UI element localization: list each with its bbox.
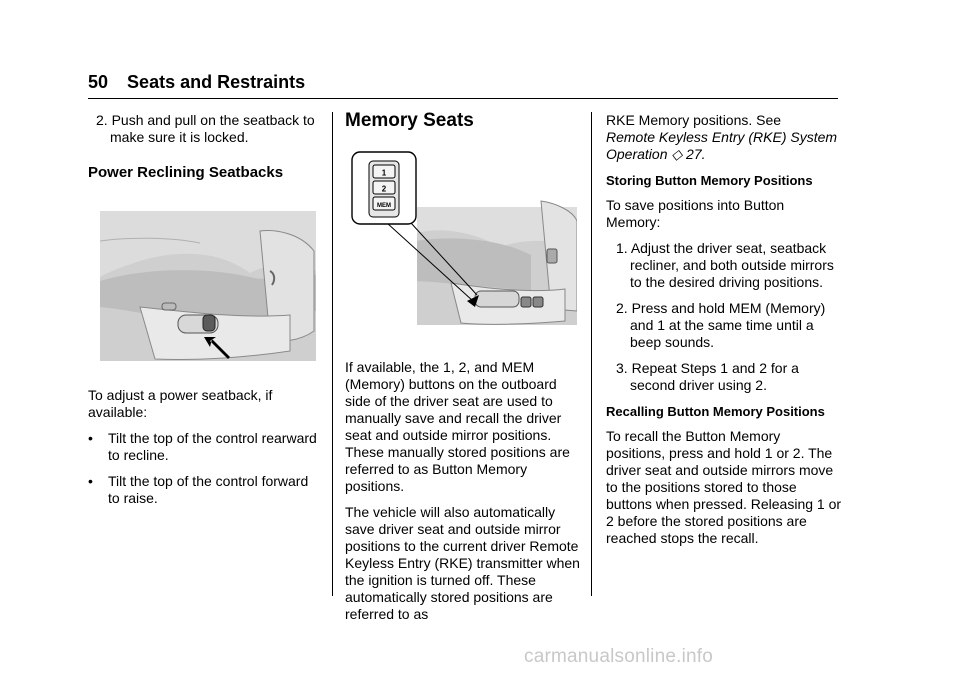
watermark: carmanualsonline.info (524, 646, 714, 667)
seat-control-drawing (100, 211, 316, 361)
page-header (88, 72, 305, 93)
page-ref[interactable]: ◇ 27. (671, 146, 706, 162)
step-number: 1. (616, 240, 628, 256)
recalling-para: To recall the Button Memory positions, press and hold 1 or 2. The driver seat and outside mirrors move to the positions stored to those buttons when pressed. Releasing 1 or 2 before the stored positions are reached stops the recall. (606, 428, 842, 546)
bullet-raise (88, 473, 320, 507)
power-reclining-heading: Power Reclining Seatbacks (88, 164, 284, 181)
column-divider-1 (332, 112, 333, 596)
rke-reference-para (606, 112, 842, 163)
memory-para-1: If available, the 1, 2, and MEM (Memory) buttons on the outboard side of the driver seat are used to manually save and recall the driver seat and outside mirror positions. These manually stored positions are referred to as Button Memory positions. (345, 359, 570, 494)
storing-intro: To save positions into Button Memory: (606, 197, 785, 230)
power-seatback-intro: To adjust a power seatback, if available: (88, 387, 273, 420)
memory-para-2: The vehicle will also automatically save driver seat and outside mirror positions to the current driver Remote Keyless Entry (RKE) transmitter when the ignition is turned off. These automatically stored positions are referred to as (345, 504, 580, 622)
memory-button-2: 2 (381, 184, 387, 194)
recalling-heading: Recalling Button Memory Positions (606, 404, 825, 419)
column-2 (345, 112, 585, 632)
step-2-number: 2. (96, 112, 108, 128)
bullet-recline (88, 430, 320, 464)
step-2-text: Push and pull on the seatback to make sure it is locked. (110, 112, 315, 145)
step-text: Press and hold MEM (Memory) and 1 at the same time until a beep sounds. (630, 300, 826, 350)
column-1 (88, 112, 320, 516)
bullet-text: Tilt the top of the control forward to raise. (108, 473, 309, 506)
rke-link[interactable]: Remote Keyless Entry (RKE) System Operation (606, 129, 838, 162)
section-title: Seats and Restraints (127, 72, 306, 92)
step-number: 3. (616, 360, 628, 376)
bullet-marker: • (88, 430, 93, 446)
page-number: 50 (88, 72, 109, 92)
power-seatback-illustration (100, 211, 316, 361)
rke-para-start: RKE Memory positions. See (606, 112, 782, 128)
storing-step-1 (606, 240, 842, 291)
column-divider-2 (591, 112, 592, 596)
step-text: Adjust the driver seat, seatback recliner, and both outside mirrors to the desired driving positions. (630, 240, 834, 290)
column-3 (606, 112, 842, 556)
storing-heading: Storing Button Memory Positions (606, 173, 813, 188)
header-rule (88, 98, 838, 99)
memory-button-mem: MEM (377, 203, 391, 209)
step-number: 2. (616, 300, 628, 316)
memory-button-1: 1 (381, 168, 387, 178)
bullet-marker: • (88, 473, 93, 489)
storing-step-3 (606, 360, 842, 394)
storing-step-2 (606, 300, 842, 351)
memory-seat-drawing (351, 151, 577, 325)
memory-seats-heading: Memory Seats (345, 110, 474, 131)
step-2 (88, 112, 320, 146)
bullet-text: Tilt the top of the control rearward to recline. (108, 430, 317, 463)
memory-buttons-illustration (351, 151, 577, 325)
step-text: Repeat Steps 1 and 2 for a second driver using 2. (630, 360, 799, 393)
